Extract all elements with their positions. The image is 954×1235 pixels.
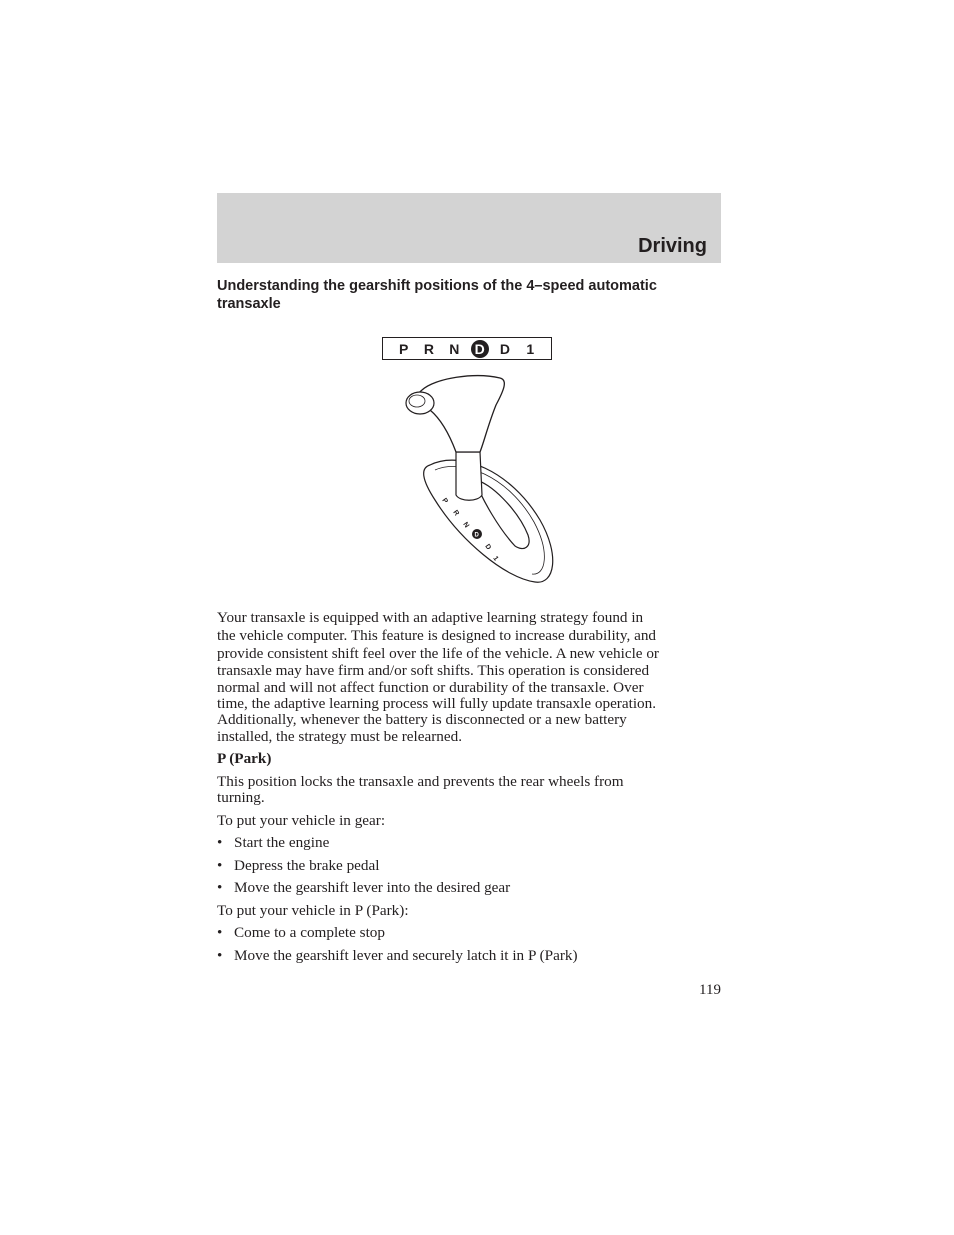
gate-label-d: D [483, 543, 492, 552]
in-park-intro: To put your vehicle in P (Park): [217, 902, 409, 919]
gate-label-1: 1 [491, 555, 500, 563]
park-label: P (Park) [217, 750, 272, 767]
intro-line: provide consistent shift feel over the life of the vehicle. A new vehicle or [217, 645, 659, 662]
in-park-step: • Move the gearshift lever and securely latch it in P (Park) [217, 947, 578, 964]
intro-line: transaxle may have firm and/or soft shifts. This operation is considered [217, 662, 650, 679]
gear-position-p: P [398, 340, 409, 357]
intro-line: Your transaxle is equipped with an adaptive learning strategy found in [217, 609, 644, 626]
gear-position-indicator [382, 337, 552, 360]
gear-position-r: R [423, 340, 435, 357]
intro-line: time, the adaptive learning process will fully update transaxle operation. [217, 695, 657, 712]
chapter-title: Driving [638, 235, 707, 257]
intro-line: Additionally, whenever the battery is disconnected or a new battery [217, 711, 627, 728]
lever-knob-icon [418, 376, 504, 452]
park-description-line: turning. [217, 789, 265, 806]
section-heading: Understanding the gearshift positions of the 4–speed automatic transaxle [217, 278, 657, 312]
gear-position-overdrive-active: D [471, 340, 489, 358]
gate-label-overdrive: D [474, 532, 479, 539]
lever-stem-icon [456, 452, 482, 500]
park-description-line: This position locks the transaxle and prevents the rear wheels from [217, 773, 624, 790]
gear-position-n: N [449, 340, 460, 357]
in-gear-step: • Depress the brake pedal [217, 857, 379, 874]
gear-position-d: D [499, 340, 511, 357]
in-park-step: • Come to a complete stop [217, 924, 385, 941]
page-number: 119 [699, 982, 721, 998]
intro-line: installed, the strategy must be relearned. [217, 728, 463, 745]
in-gear-step: • Start the engine [217, 834, 329, 851]
chapter-header-band [217, 193, 721, 263]
in-gear-intro: To put your vehicle in gear: [217, 812, 386, 829]
gate-label-n: N [461, 521, 470, 530]
in-gear-step: • Move the gearshift lever into the desired gear [217, 879, 510, 896]
intro-line: normal and will not affect function or durability of the transaxle. Over [217, 679, 644, 696]
intro-line: the vehicle computer. This feature is designed to increase durability, and [217, 627, 657, 644]
gear-position-1: 1 [526, 340, 535, 357]
gate-label-p: P [440, 497, 449, 505]
gate-label-r: R [451, 509, 460, 518]
gearshift-lever-illustration [400, 370, 560, 590]
